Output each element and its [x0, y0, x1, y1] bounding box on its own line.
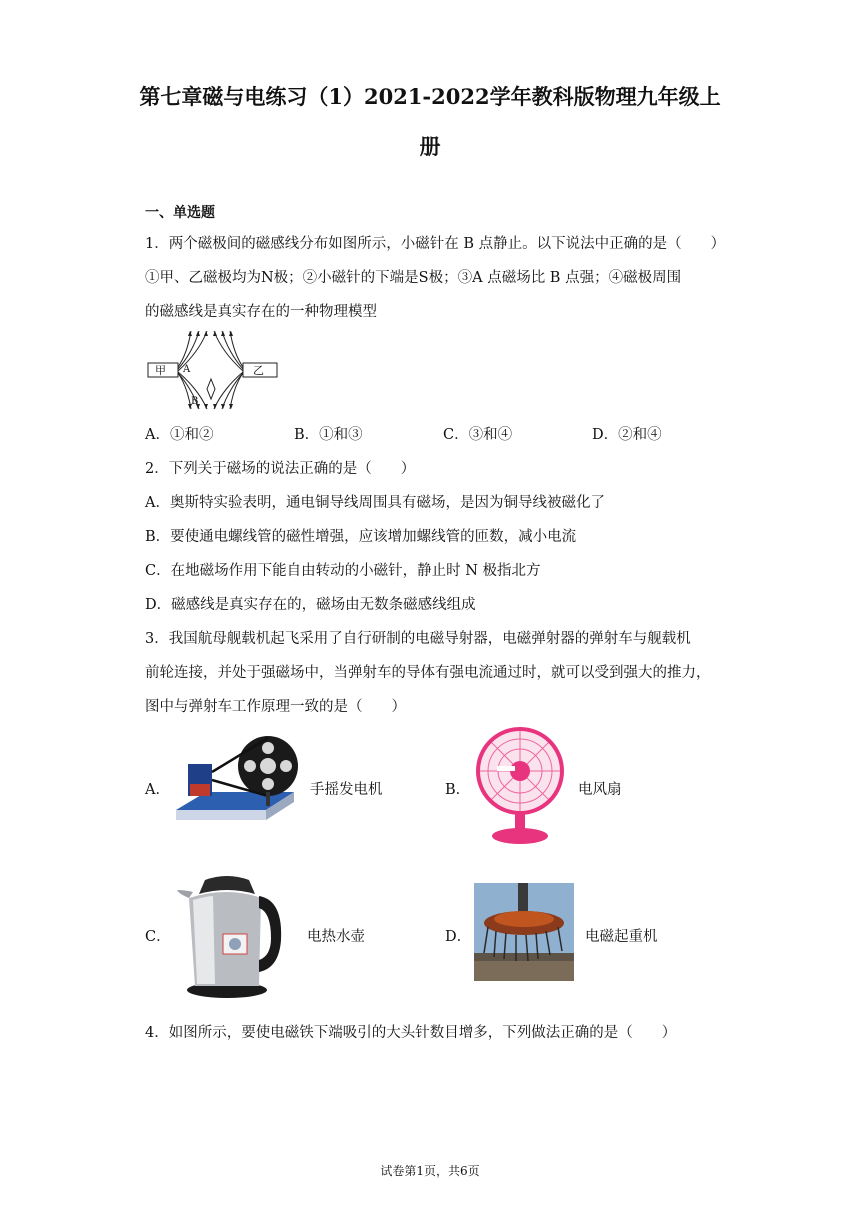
- q3-option-b-label: 电风扇: [578, 782, 622, 798]
- q2-option-a[interactable]: A．奥斯特实验表明，通电铜导线周围具有磁场，是因为铜导线被磁化了: [145, 495, 605, 511]
- q1-left-pole-label: 甲: [155, 364, 166, 377]
- q3-option-b-letter[interactable]: B．: [445, 782, 471, 798]
- q1-option-d[interactable]: D．②和④: [592, 427, 662, 443]
- q3-option-c-letter[interactable]: C．: [145, 929, 171, 945]
- q3-option-d-label: 电磁起重机: [585, 929, 658, 945]
- q1-option-a[interactable]: A．①和②: [145, 427, 214, 443]
- q2-option-c[interactable]: C．在地磁场作用下能自由转动的小磁针，静止时 N 极指北方: [145, 563, 541, 579]
- q4-stem: 4．如图所示，要使电磁铁下端吸引的大头针数目增多，下列做法正确的是（ ）: [145, 1025, 677, 1041]
- document-title: [60, 72, 800, 172]
- q3-option-c-label: 电热水壶: [307, 929, 365, 945]
- q2-option-b[interactable]: B．要使通电螺线管的磁性增强，应该增加螺线管的匝数，减小电流: [145, 529, 577, 545]
- electric-kettle-image: [175, 868, 287, 1002]
- q1-option-b[interactable]: B．①和③: [294, 427, 363, 443]
- q3-line-3: 图中与弹射车工作原理一致的是（ ）: [145, 699, 406, 715]
- q3-line-1: 3．我国航母舰载机起飞采用了自行研制的电磁导射器，电磁弹射器的弹射车与舰载机: [145, 631, 691, 647]
- q3-option-a-letter[interactable]: A．: [145, 782, 170, 798]
- q1-magnetic-field-figure: [145, 327, 280, 413]
- page-footer: 试卷第1页，共6页: [380, 1164, 480, 1178]
- title-line-2: 册: [419, 134, 441, 159]
- electromagnetic-crane-image: [474, 883, 574, 981]
- section-heading: 一、单选题: [145, 205, 215, 221]
- q1-right-pole-label: 乙: [253, 364, 264, 377]
- q3-line-2: 前轮连接，并处于强磁场中，当弹射车的导体有强电流通过时，就可以受到强大的推力，: [145, 665, 711, 681]
- q2-option-d[interactable]: D．磁感线是真实存在的，磁场由无数条磁感线组成: [145, 597, 476, 613]
- q1-line-2: ①甲、乙磁极均为N极；②小磁针的下端是S极；③A 点磁场比 B 点强；④磁极周围: [145, 270, 682, 286]
- electric-fan-image: [475, 726, 565, 848]
- q3-option-a-label: 手摇发电机: [310, 782, 383, 798]
- title-line-1: 第七章磁与电练习（1）2021-2022学年教科版物理九年级上: [139, 84, 721, 109]
- q1-point-a-label: A: [183, 364, 191, 375]
- q1-point-b-label: B: [191, 396, 199, 407]
- q1-option-c[interactable]: C．③和④: [443, 427, 513, 443]
- q1-line-3: 的磁感线是真实存在的一种物理模型: [145, 304, 377, 320]
- q3-option-d-letter[interactable]: D．: [445, 929, 472, 945]
- q2-stem: 2．下列关于磁场的说法正确的是（ ）: [145, 461, 416, 477]
- hand-crank-generator-image: [170, 730, 298, 834]
- q1-stem: 1．两个磁极间的磁感线分布如图所示，小磁针在 B 点静止。以下说法中正确的是（ ）: [145, 236, 726, 252]
